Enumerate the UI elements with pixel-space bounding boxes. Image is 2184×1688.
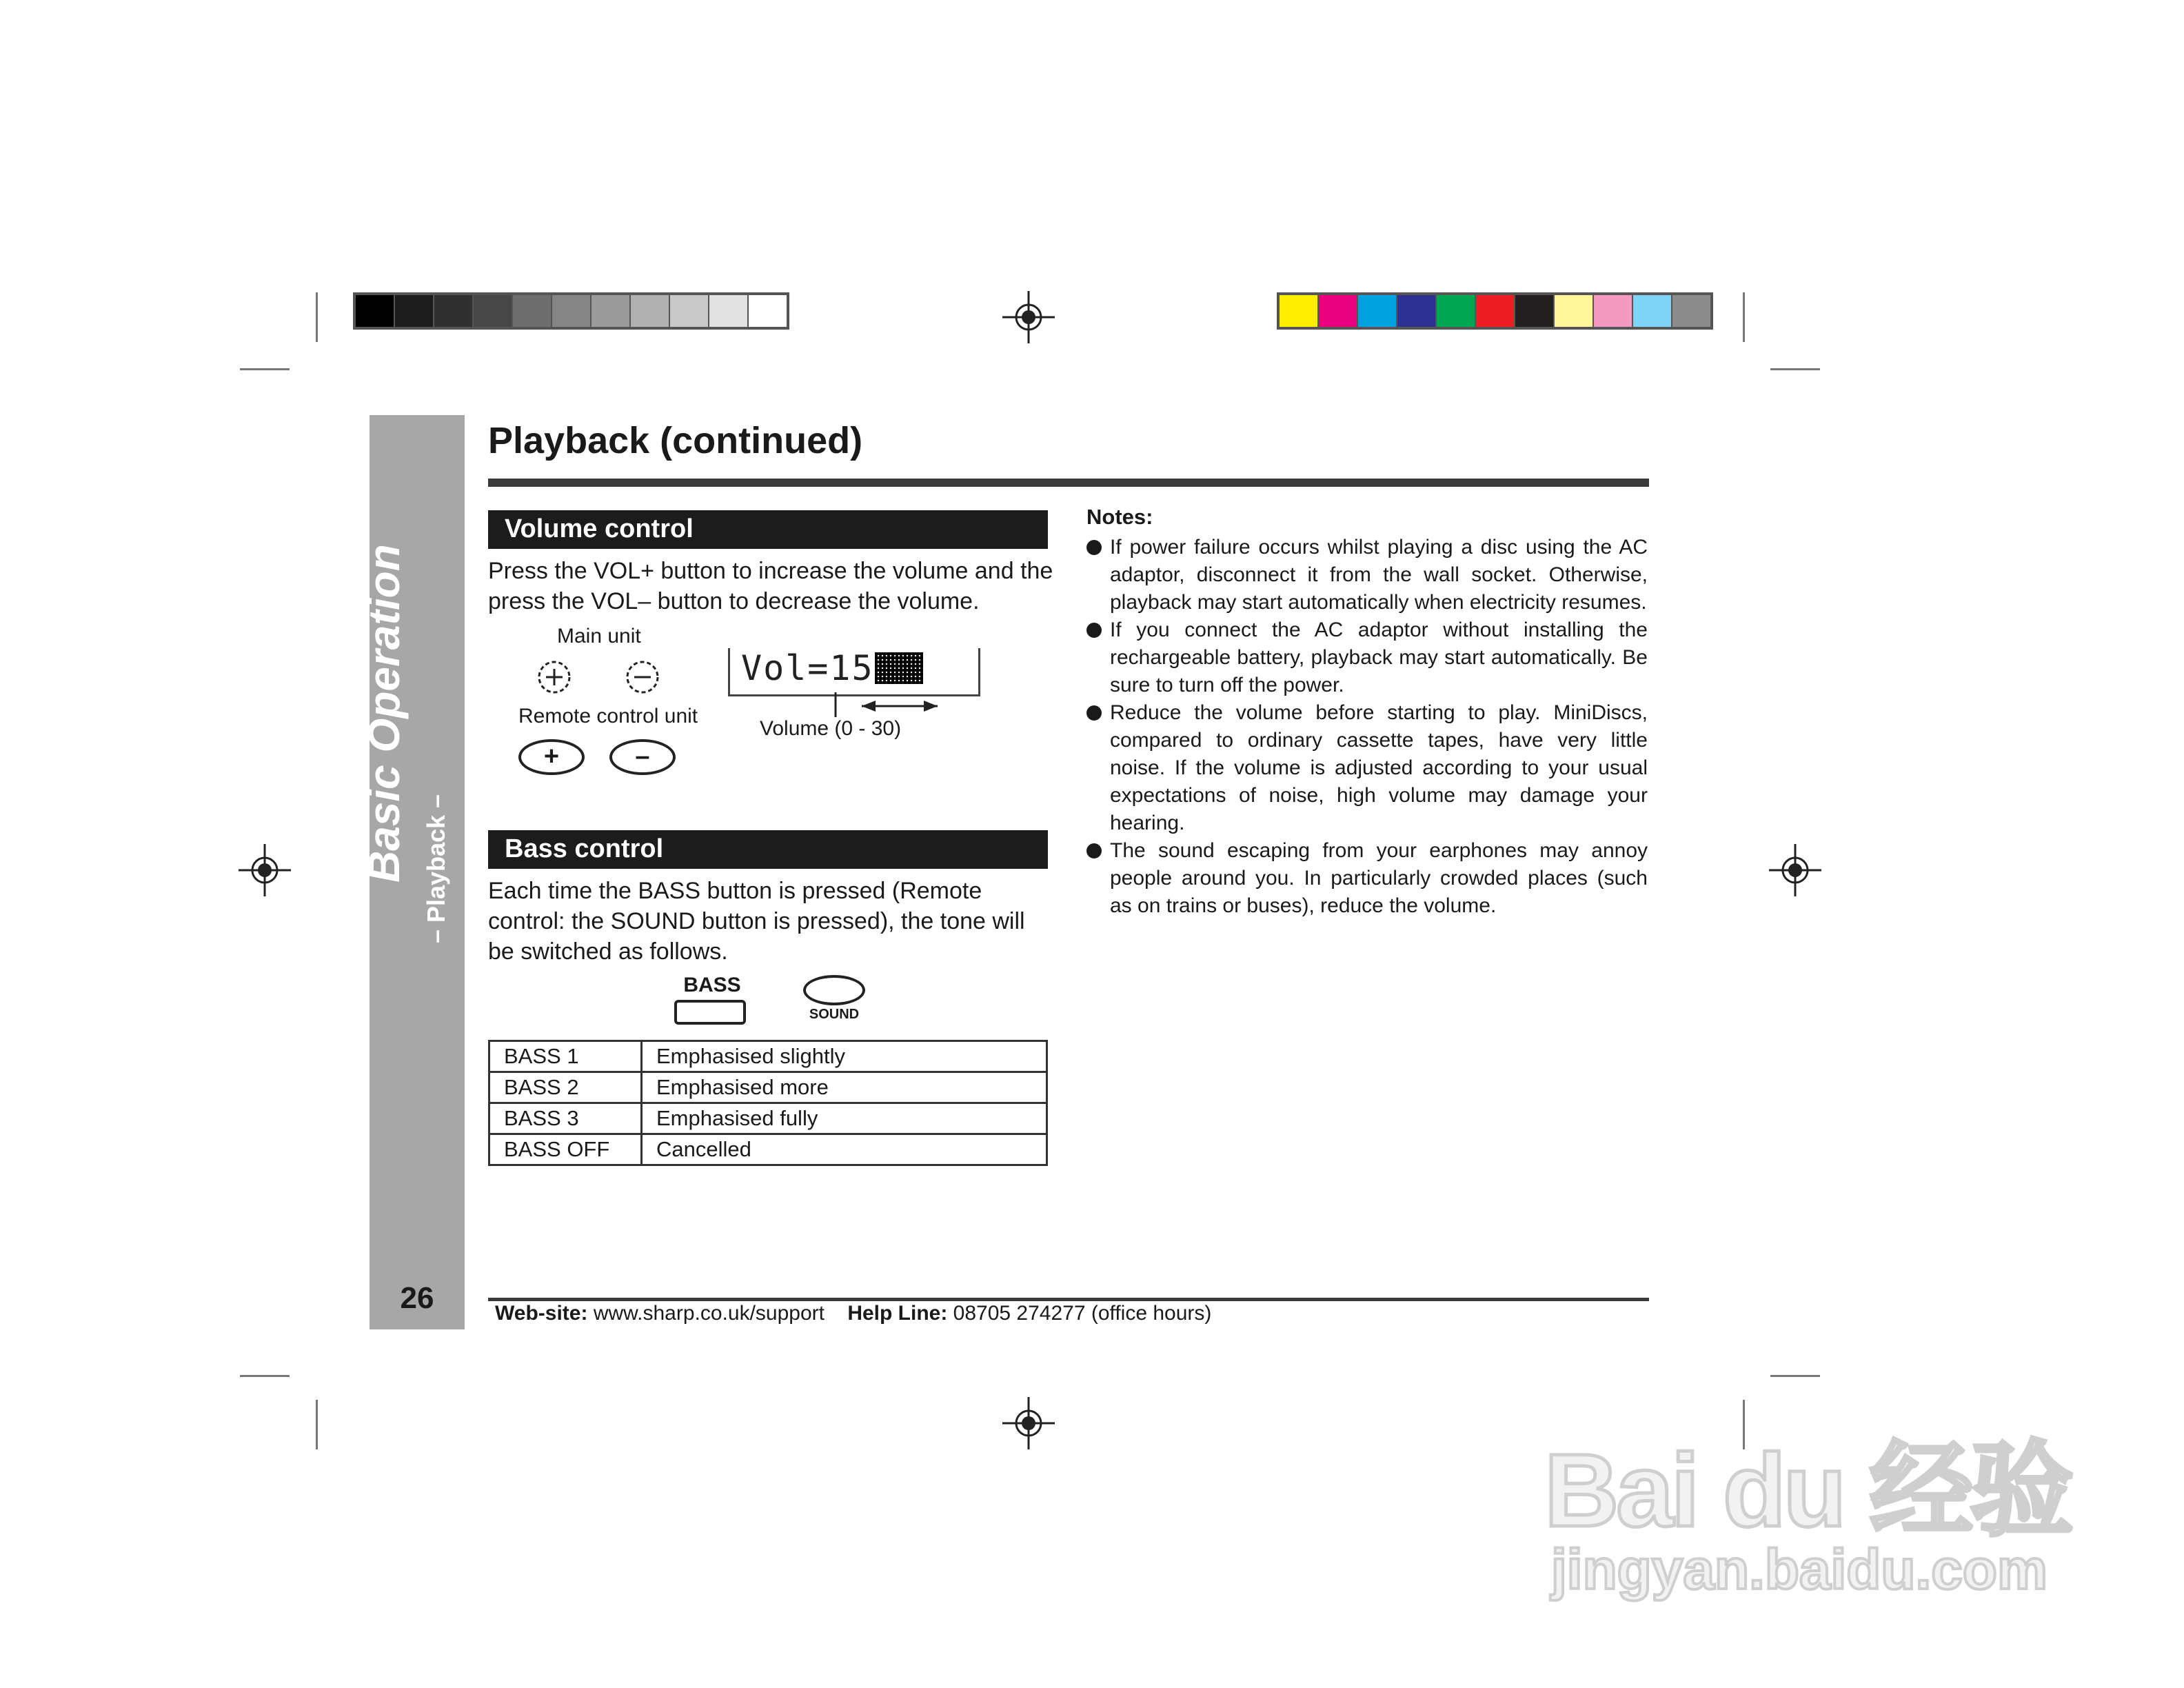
watermark-brand: Bai du 经验 xyxy=(1544,1432,2072,1548)
grey-swatch xyxy=(472,295,512,327)
list-item xyxy=(1086,616,1648,699)
crop-mark xyxy=(316,292,318,342)
color-swatch xyxy=(1553,295,1593,327)
volume-heading: Volume control xyxy=(488,510,1048,549)
sound-remote-button xyxy=(800,975,869,1030)
list-item xyxy=(1086,837,1648,920)
level-block-icon xyxy=(875,652,923,684)
title-rule xyxy=(488,479,1649,487)
bass-effect-cell: Cancelled xyxy=(642,1134,1047,1165)
website-url: www.sharp.co.uk/support xyxy=(593,1302,825,1325)
bass-mode-table xyxy=(488,1040,1048,1166)
remote-unit-label: Remote control unit xyxy=(518,705,698,727)
bullet-icon xyxy=(1086,623,1102,638)
table-row xyxy=(489,1134,1047,1165)
bass-button-body xyxy=(674,1000,746,1025)
bullet-icon xyxy=(1086,705,1102,721)
main-unit-label: Main unit xyxy=(557,625,641,647)
list-item xyxy=(1086,699,1648,837)
color-swatch xyxy=(1671,295,1710,327)
registration-mark-right xyxy=(1769,844,1821,896)
grey-swatch xyxy=(356,295,394,327)
bass-main-button xyxy=(674,974,750,1029)
display-text: Vol=15 xyxy=(741,648,874,688)
color-swatch xyxy=(1593,295,1632,327)
grey-calibration-bar xyxy=(353,292,789,330)
vol-plus-remote-button xyxy=(518,739,585,775)
note-text: If power failure occurs whilst playing a disc using the AC adaptor, disconnect it from the wall socket. Otherwise, playback may start automatically when electricity resumes. xyxy=(1110,536,1648,614)
color-swatch xyxy=(1357,295,1396,327)
crop-mark xyxy=(1770,368,1820,370)
crop-mark xyxy=(316,1400,318,1449)
bullet-icon xyxy=(1086,843,1102,858)
footer-rule xyxy=(488,1298,1649,1301)
notes-title: Notes: xyxy=(1086,505,1153,529)
color-swatch xyxy=(1280,295,1317,327)
grey-swatch xyxy=(747,295,787,327)
baidu-watermark xyxy=(1544,1407,2072,1614)
vol-minus-main-icon xyxy=(625,659,660,695)
bass-mode-cell: BASS 3 xyxy=(489,1103,642,1134)
watermark-url: jingyan.baidu.com xyxy=(1551,1538,2048,1601)
volume-pointer-arrows xyxy=(827,692,951,720)
table-row xyxy=(489,1072,1047,1103)
registration-mark-left xyxy=(239,844,291,896)
crop-mark xyxy=(1770,1375,1820,1377)
color-swatch xyxy=(1514,295,1553,327)
color-swatch xyxy=(1317,295,1357,327)
bass-effect-cell: Emphasised slightly xyxy=(642,1041,1047,1072)
bass-button-label: BASS xyxy=(683,974,741,996)
color-swatch xyxy=(1632,295,1671,327)
side-subtitle: – Playback – xyxy=(422,794,450,943)
page-title: Playback (continued) xyxy=(488,420,863,461)
bass-mode-cell: BASS 1 xyxy=(489,1041,642,1072)
helpline-label: Help Line: xyxy=(847,1302,948,1325)
grey-swatch xyxy=(590,295,629,327)
side-section-title xyxy=(358,544,410,883)
volume-text: Press the VOL+ button to increase the volume and the press the VOL– button to decrease the volume. xyxy=(488,558,1053,614)
bass-effect-cell: Emphasised more xyxy=(642,1072,1047,1103)
registration-mark-bottom xyxy=(1002,1397,1055,1449)
grey-swatch xyxy=(433,295,472,327)
bass-mode-cell: BASS 2 xyxy=(489,1072,642,1103)
vol-plus-main-icon xyxy=(536,659,572,695)
bullet-icon xyxy=(1086,540,1102,555)
side-title: Basic Operation xyxy=(359,544,409,883)
helpline-number: 08705 274277 (office hours) xyxy=(953,1302,1212,1325)
plus-symbol: + xyxy=(543,742,560,771)
registration-mark-top xyxy=(1002,291,1055,343)
crop-mark xyxy=(240,368,290,370)
color-swatch xyxy=(1435,295,1475,327)
table-row xyxy=(489,1041,1047,1072)
footer xyxy=(495,1302,1211,1325)
grey-swatch xyxy=(551,295,590,327)
color-swatch xyxy=(1475,295,1514,327)
color-calibration-bar xyxy=(1277,292,1713,330)
grey-swatch xyxy=(394,295,433,327)
sound-button-body xyxy=(803,975,865,1005)
list-item xyxy=(1086,534,1648,616)
grey-swatch xyxy=(512,295,551,327)
website-label: Web-site: xyxy=(495,1302,588,1325)
page-number: 26 xyxy=(400,1281,434,1315)
minus-symbol: – xyxy=(635,742,650,771)
sound-button-label: SOUND xyxy=(809,1007,860,1022)
notes-list xyxy=(1086,534,1648,920)
bass-text: Each time the BASS button is pressed (Remote control: the SOUND button is pressed), the tone will be switched as follows. xyxy=(488,878,1025,965)
bass-mode-cell: BASS OFF xyxy=(489,1134,642,1165)
table-row xyxy=(489,1103,1047,1134)
crop-mark xyxy=(1743,292,1745,342)
crop-mark xyxy=(240,1375,290,1377)
bass-effect-cell: Emphasised fully xyxy=(642,1103,1047,1134)
note-text: If you connect the AC adaptor without installing the rechargeable battery, playback may start automatically. Be sure to turn off the power. xyxy=(1110,619,1648,696)
color-swatch xyxy=(1396,295,1435,327)
vol-minus-remote-button xyxy=(609,739,676,775)
note-text: Reduce the volume before starting to play. MiniDiscs, compared to ordinary cassette tapes, have very little noise. If the volume is adjusted according to your usual expectations of noise, high volume may damage your hearing. xyxy=(1110,701,1648,834)
grey-swatch xyxy=(708,295,747,327)
bass-heading: Bass control xyxy=(488,830,1048,869)
volume-range-label: Volume (0 - 30) xyxy=(760,717,902,740)
volume-display xyxy=(728,648,980,696)
note-text: The sound escaping from your earphones may annoy people around you. In particularly crowded places (such as on trains or buses), reduce the volume. xyxy=(1110,839,1648,917)
grey-swatch xyxy=(629,295,669,327)
grey-swatch xyxy=(669,295,708,327)
